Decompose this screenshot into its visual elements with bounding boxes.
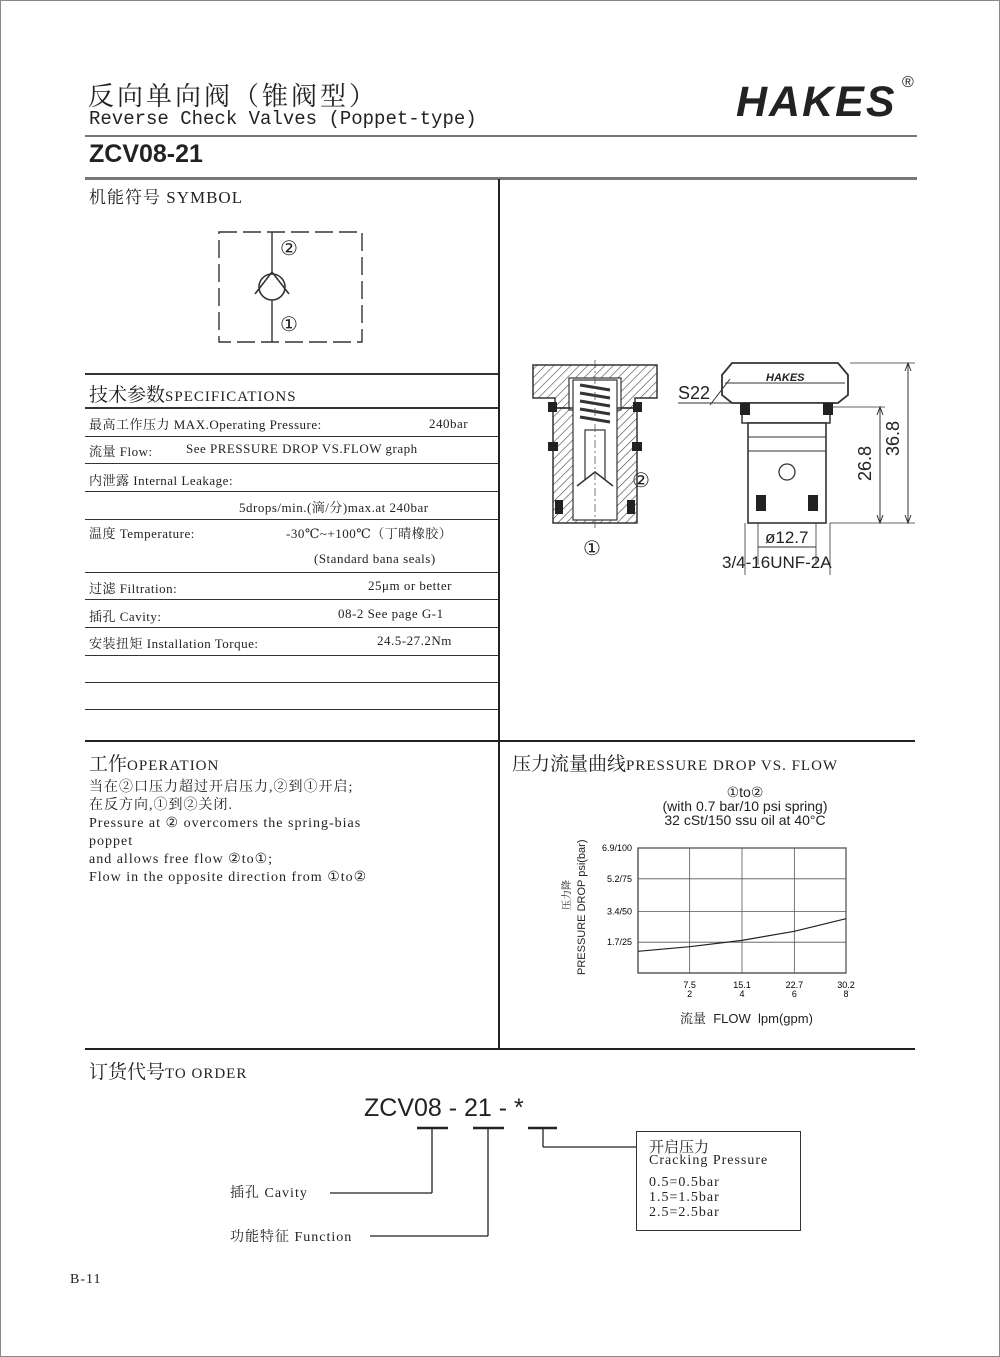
spec-rule bbox=[85, 519, 498, 520]
y-tick-label: 6.9/100 bbox=[601, 843, 632, 853]
y-tick-label: 5.2/75 bbox=[606, 873, 632, 884]
spec-row-flow bbox=[89, 441, 499, 460]
dim-diameter: ø12.7 bbox=[765, 528, 809, 547]
title-en: Reverse Check Valves (Poppet-type) bbox=[89, 108, 477, 130]
operation-heading-en: OPERATION bbox=[127, 758, 220, 774]
model-rule bbox=[85, 177, 917, 180]
symbol-heading: 机能符号 SYMBOL bbox=[89, 188, 244, 207]
x-tick-label: 30.2 bbox=[837, 980, 855, 990]
spec-label: 内泄露 Internal Leakage: bbox=[89, 473, 234, 488]
pressure-flow-chart bbox=[590, 838, 860, 1013]
section-port-1: ① bbox=[583, 538, 601, 560]
spec-label: 最高工作压力 MAX.Operating Pressure: bbox=[89, 417, 322, 432]
spec-row-torque bbox=[89, 633, 499, 652]
x-tick-label-gpm: 8 bbox=[843, 989, 849, 999]
graph-heading-en: PRESSURE DROP VS. FLOW bbox=[626, 758, 839, 774]
brand-text: HAKES bbox=[736, 78, 897, 126]
x-tick-label: 7.5 bbox=[683, 980, 696, 990]
x-tick-label-gpm: 2 bbox=[687, 989, 693, 999]
operation-line: 当在②口压力超过开启压力,②到①开启; bbox=[89, 780, 354, 795]
spec-value: 240bar bbox=[429, 416, 469, 431]
spec-label: 温度 Temperature: bbox=[89, 526, 195, 541]
spec-rule bbox=[85, 709, 498, 710]
y-tick-label: 1.7/25 bbox=[606, 937, 632, 948]
operation-line: Pressure at ② overcomers the spring-bias bbox=[89, 816, 362, 831]
order-connector-lines bbox=[320, 1125, 640, 1245]
graph-caption-line1: ①to② bbox=[726, 784, 764, 800]
spec-value: See PRESSURE DROP VS.FLOW graph bbox=[186, 441, 418, 456]
cracking-title-en: Cracking Pressure bbox=[649, 1153, 769, 1168]
model-number: ZCV08-21 bbox=[89, 140, 203, 168]
dim-36-8: 36.8 bbox=[883, 420, 903, 456]
spec-value: 08-2 See page G-1 bbox=[338, 606, 444, 621]
spec-label: 安装扭矩 Installation Torque: bbox=[89, 636, 259, 651]
graph-caption-line3: 32 cSt/150 ssu oil at 40°C bbox=[664, 812, 826, 828]
graph-heading bbox=[512, 749, 838, 776]
x-tick-label-gpm: 4 bbox=[739, 989, 745, 999]
thread-spec: 3/4-16UNF-2A bbox=[722, 553, 832, 572]
section-port-2: ② bbox=[632, 470, 650, 492]
dim-26-8: 26.8 bbox=[855, 445, 875, 481]
graph-heading-cn: 压力流量曲线 bbox=[512, 754, 627, 775]
operation-heading bbox=[89, 749, 219, 776]
spec-row-leakage bbox=[89, 470, 499, 489]
spec-value: 5drops/min.(滴/分)max.at 240bar bbox=[239, 500, 429, 515]
spec-rule bbox=[85, 572, 498, 573]
page-number: B-11 bbox=[70, 1272, 102, 1287]
symbol-port-2: ② bbox=[280, 238, 298, 260]
valve-section-drawing bbox=[525, 360, 665, 530]
operation-heading-cn: 工作 bbox=[89, 754, 128, 775]
order-function-label: 功能特征 Function bbox=[230, 1230, 353, 1245]
spec-value: 25μm or better bbox=[368, 578, 453, 593]
middle-rule bbox=[85, 740, 915, 742]
registered-mark: ® bbox=[902, 74, 914, 91]
operation-text bbox=[89, 779, 489, 887]
operation-line: and allows free flow ②to①; bbox=[89, 852, 274, 867]
spec-rule bbox=[85, 627, 498, 628]
spec-heading-cn: 技术参数 bbox=[89, 385, 166, 406]
graph-xlabel: 流量 FLOW lpm(gpm) bbox=[680, 1011, 813, 1026]
operation-line: Flow in the opposite direction from ①to② bbox=[89, 870, 368, 885]
spec-rule bbox=[85, 463, 498, 464]
brand-logo bbox=[736, 78, 897, 127]
operation-line: poppet bbox=[89, 834, 134, 849]
operation-line: 在反方向,①到②关闭. bbox=[89, 798, 233, 813]
spec-rule bbox=[85, 682, 498, 683]
spec-rule bbox=[85, 407, 498, 409]
order-heading-cn: 订货代号 bbox=[89, 1062, 166, 1083]
spec-heading-en: SPECIFICATIONS bbox=[165, 389, 297, 405]
spec-value: 24.5-27.2Nm bbox=[377, 633, 452, 648]
spec-value: -30℃~+100℃（丁晴橡胶） bbox=[286, 526, 453, 541]
spec-rule bbox=[85, 599, 498, 600]
spec-label: 过滤 Filtration: bbox=[89, 581, 178, 596]
order-code: ZCV08 - 21 - * bbox=[364, 1094, 524, 1122]
order-top-rule bbox=[85, 1048, 915, 1050]
symbol-port-1: ① bbox=[280, 314, 298, 336]
order-heading-en: TO ORDER bbox=[165, 1066, 248, 1082]
title-cn: 反向单向阀（锥阀型） bbox=[88, 82, 379, 111]
x-tick-label: 15.1 bbox=[733, 980, 751, 990]
spec-row-temperature bbox=[89, 523, 499, 542]
part-brand-text: HAKES bbox=[766, 372, 805, 384]
x-tick-label: 22.7 bbox=[785, 980, 804, 990]
spec-heading bbox=[89, 380, 297, 407]
cracking-option: 2.5=2.5bar bbox=[649, 1205, 720, 1220]
y-tick-label: 3.4/50 bbox=[606, 906, 632, 917]
spec-label: 流量 Flow: bbox=[89, 444, 153, 459]
spec-top-rule bbox=[85, 373, 498, 375]
order-heading bbox=[89, 1057, 247, 1084]
hex-size-label: S22 bbox=[678, 383, 711, 403]
header-rule bbox=[85, 135, 917, 137]
spec-value: (Standard bana seals) bbox=[314, 551, 436, 566]
cracking-pressure-box bbox=[636, 1131, 801, 1231]
cracking-option: 0.5=0.5bar bbox=[649, 1175, 720, 1190]
graph-ylabel-en: PRESSURE DROP psi(bar) bbox=[576, 839, 588, 975]
graph-caption-line2: (with 0.7 bar/10 psi spring) bbox=[662, 798, 828, 814]
spec-rule bbox=[85, 491, 498, 492]
spec-rule bbox=[85, 436, 498, 437]
spec-label: 插孔 Cavity: bbox=[89, 609, 162, 624]
spec-row-pressure bbox=[89, 414, 499, 433]
order-cavity-label: 插孔 Cavity bbox=[230, 1186, 308, 1201]
spec-rule bbox=[85, 655, 498, 656]
graph-ylabel-cn: 压力降 bbox=[562, 880, 573, 910]
cracking-option: 1.5=1.5bar bbox=[649, 1190, 720, 1205]
graph-caption bbox=[600, 785, 890, 827]
spec-row-cavity bbox=[89, 606, 499, 625]
spec-row-filtration bbox=[89, 578, 499, 597]
cracking-title-cn: 开启压力 bbox=[649, 1140, 710, 1156]
x-tick-label-gpm: 6 bbox=[791, 989, 797, 999]
